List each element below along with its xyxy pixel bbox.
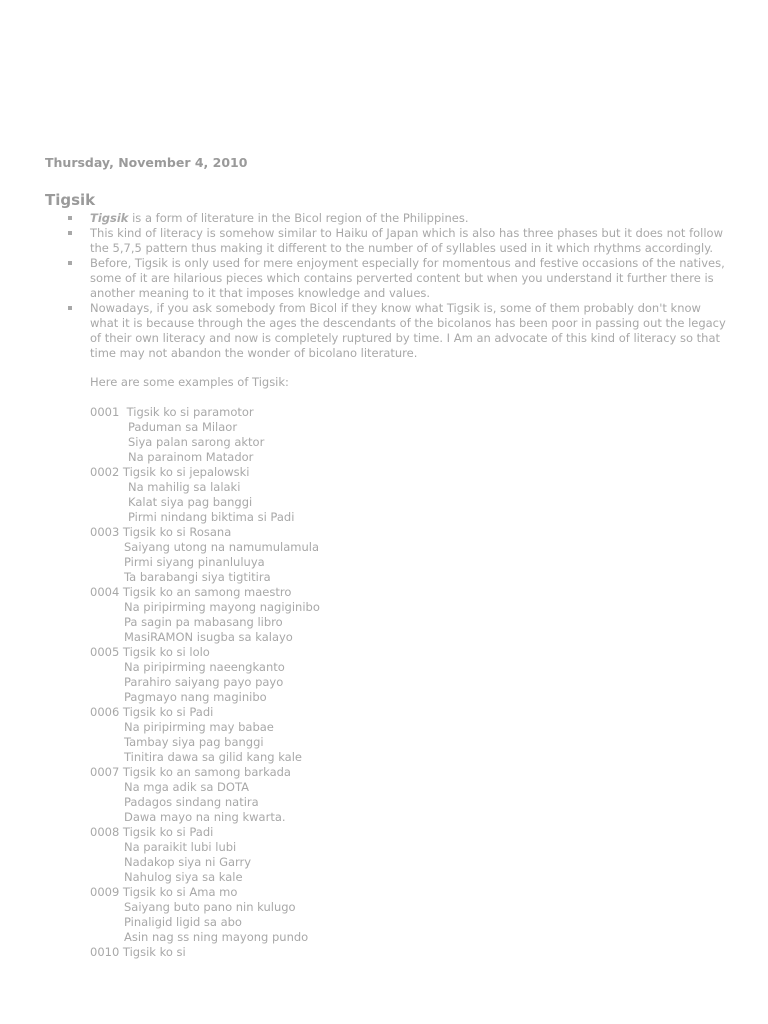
poem-heading: 0008 Tigsik ko si Padi xyxy=(90,825,214,839)
bullet-item xyxy=(66,256,726,301)
poem-line: MasiRAMON isugba sa kalayo xyxy=(124,630,293,644)
poem-line: Nadakop siya ni Garry xyxy=(124,855,252,869)
poem-line: Na piripirming naeengkanto xyxy=(124,660,285,674)
poem-line: Pagmayo nang maginibo xyxy=(124,690,267,704)
poem-line: Tinitira dawa sa gilid kang kale xyxy=(124,750,302,764)
poem-heading: 0004 Tigsik ko an samong maestro xyxy=(90,585,292,599)
bullet-text: This kind of literacy is somehow similar to Haiku of Japan which is also has three phases but it does not follow the 5,7,5 pattern thus making it different to the number of of syllables used in it which rhythms accordingly. xyxy=(90,226,723,255)
poem-heading: 0002 Tigsik ko si jepalowski xyxy=(90,465,250,479)
poem-line: Nahulog siya sa kale xyxy=(124,870,243,884)
bullet-text: Nowadays, if you ask somebody from Bicol if they know what Tigsik is, some of them probably don't know what it is because through the ages the descendants of the bicolanos has been poor in passing out the legacy of their own literacy and now is completely ruptured by time. I Am an advocate of this kind of literacy so that time may not abandon the wonder of bicolano literature. xyxy=(90,301,726,360)
poem-line: Na piripirming mayong nagiginibo xyxy=(124,600,320,614)
poem-line: Na paraikit lubi lubi xyxy=(124,840,237,854)
poem-line: Pirmi siyang pinanluluya xyxy=(124,555,265,569)
poem-heading: 0005 Tigsik ko si lolo xyxy=(90,645,210,659)
bullet-bold: Tigsik xyxy=(90,211,129,225)
poem-line: Kalat siya pag banggi xyxy=(128,495,253,509)
poem-line: Padagos sindang natira xyxy=(124,795,259,809)
poem-line: Tambay siya pag banggi xyxy=(124,735,264,749)
poem-line: Asin nag ss ning mayong pundo xyxy=(124,930,309,944)
poem-line: Na parainom Matador xyxy=(128,450,254,464)
poem-line: Dawa mayo na ning kwarta. xyxy=(124,810,286,824)
post-bullets xyxy=(66,211,726,361)
poem-heading: 0003 Tigsik ko si Rosana xyxy=(90,525,232,539)
poem-heading: 0001 Tigsik ko si paramotor xyxy=(90,405,254,419)
poem-line: Saiyang utong na namumulamula xyxy=(124,540,320,554)
bullet-text: Before, Tigsik is only used for mere enjoyment especially for momentous and festive occasions of the natives, some of it are hilarious pieces which contains perverted content but when you understand it further there is another meaning to it that imposes knowledge and values. xyxy=(90,256,725,300)
bullet-item xyxy=(66,301,726,361)
tigsik-examples xyxy=(90,405,320,960)
poem-heading: 0007 Tigsik ko an samong barkada xyxy=(90,765,291,779)
poem-line: Na piripirming may babae xyxy=(124,720,274,734)
poem-line: Parahiro saiyang payo payo xyxy=(124,675,284,689)
bullet-item xyxy=(66,211,726,226)
bullet-text: is a form of literature in the Bicol region of the Philippines. xyxy=(128,211,469,225)
bullet-item xyxy=(66,226,726,256)
poem-line: Paduman sa Milaor xyxy=(128,420,238,434)
poem-heading: 0010 Tigsik ko si xyxy=(90,945,186,959)
post-date: Thursday, November 4, 2010 xyxy=(45,155,248,170)
poem-heading: 0009 Tigsik ko si Ama mo xyxy=(90,885,238,899)
poem-line: Pinaligid ligid sa abo xyxy=(124,915,242,929)
poem-line: Pa sagin pa mabasang libro xyxy=(124,615,283,629)
examples-intro: Here are some examples of Tigsik: xyxy=(90,375,289,389)
poem-line: Saiyang buto pano nin kulugo xyxy=(124,900,296,914)
post-title[interactable]: Tigsik xyxy=(45,191,96,209)
poem-line: Na mahilig sa lalaki xyxy=(128,480,241,494)
poem-line: Ta barabangi siya tigtitira xyxy=(124,570,271,584)
poem-line: Siya palan sarong aktor xyxy=(128,435,265,449)
poem-heading: 0006 Tigsik ko si Padi xyxy=(90,705,214,719)
poem-line: Na mga adik sa DOTA xyxy=(124,780,249,794)
poem-line: Pirmi nindang biktima si Padi xyxy=(128,510,295,524)
